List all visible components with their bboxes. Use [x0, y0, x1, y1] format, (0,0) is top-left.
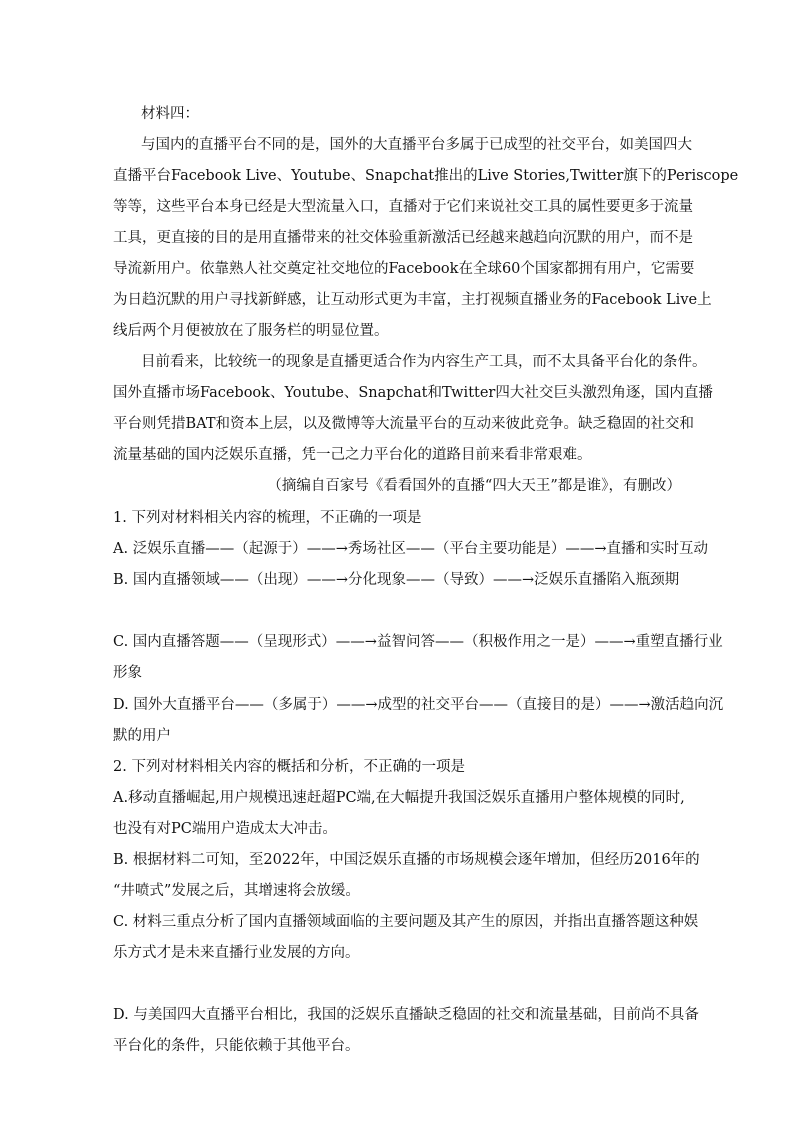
paragraph-line: 工具，更直接的目的是用直播带来的社交体验重新激活已经越来越趋向沉默的用户，而不是 — [113, 230, 693, 246]
source-citation: （摘编自百家号《看看国外的直播“四大天王”都是谁》，有删改） — [267, 478, 681, 494]
question-2-option-d: D. 与美国四大直播平台相比，我国的泛娱乐直播缺乏稳固的社交和流量基础，目前尚不具备 — [113, 1007, 699, 1023]
question-2-option-d-cont: 平台化的条件，只能依赖于其他平台。 — [113, 1038, 360, 1054]
paragraph-line: 为日趋沉默的用户寻找新鲜感，让互动形式更为丰富，主打视频直播业务的Facebook Live上 — [113, 292, 712, 308]
paragraph-line: 导流新用户。依靠熟人社交奠定社交地位的Facebook在全球60个国家都拥有用户，它需要 — [113, 261, 695, 277]
question-2-option-a-cont: 也没有对PC端用户造成太大冲击。 — [113, 821, 337, 837]
paragraph-line: 等等，这些平台本身已经是大型流量入口，直播对于它们来说社交工具的属性要更多于流量 — [113, 199, 693, 215]
paragraph-line: 直播平台Facebook Live、Youtube、Snapchat推出的Live Stories,Twitter旗下的Periscope — [113, 168, 739, 184]
question-1-option-a: A. 泛娱乐直播——（起源于）——→秀场社区——（平台主要功能是）——→直播和实时互动 — [113, 541, 708, 557]
question-1-option-d-cont: 默的用户 — [113, 728, 171, 744]
question-2-stem: 2. 下列对材料相关内容的概括和分析，不正确的一项是 — [113, 759, 465, 775]
question-1-option-b: B. 国内直播领域——（出现）——→分化现象——（导致）——→泛娱乐直播陷入瓶颈期 — [113, 572, 680, 588]
question-1-option-c-cont: 形象 — [113, 665, 142, 681]
question-1-option-d: D. 国外大直播平台——（多属于）——→成型的社交平台——（直接目的是）——→激活趋向沉 — [113, 697, 724, 713]
paragraph-line: 与国内的直播平台不同的是，国外的大直播平台多属于已成型的社交平台，如美国四大 — [141, 137, 692, 153]
paragraph-line: 平台则凭措BAT和资本上层，以及微博等大流量平台的互动来彼此竞争。缺乏稳固的社交和 — [113, 416, 695, 432]
paragraph-line: 目前看来，比较统一的现象是直播更适合作为内容生产工具，而不太具备平台化的条件。 — [141, 354, 707, 370]
question-2-option-c: C. 材料三重点分析了国内直播领域面临的主要问题及其产生的原因，并指出直播答题这种娱 — [113, 914, 699, 930]
question-2-option-b: B. 根据材料二可知，至2022年，中国泛娱乐直播的市场规模会逐年增加，但经历2016年的 — [113, 852, 700, 868]
paragraph-line: 流量基础的国内泛娱乐直播，凭一己之力平台化的道路目前来看非常艰难。 — [113, 447, 592, 463]
question-1-option-c: C. 国内直播答题——（呈现形式）——→益智问答——（积极作用之一是）——→重塑直播行业 — [113, 634, 723, 650]
material-heading: 材料四： — [141, 106, 199, 122]
paragraph-line: 线后两个月便被放在了服务栏的明显位置。 — [113, 323, 389, 339]
paragraph-line: 国外直播市场Facebook、Youtube、Snapchat和Twitter四大社交巨头激烈角逐，国内直播 — [113, 385, 713, 401]
question-2-option-b-cont: “井喷式”发展之后，其增速将会放缓。 — [113, 883, 360, 899]
question-2-option-c-cont: 乐方式才是未来直播行业发展的方向。 — [113, 945, 360, 961]
question-1-stem: 1. 下列对材料相关内容的梳理，不正确的一项是 — [113, 510, 422, 526]
question-2-option-a: A.移动直播崛起,用户规模迅速赶超PC端,在大幅提升我国泛娱乐直播用户整体规模的同时, — [113, 790, 685, 806]
